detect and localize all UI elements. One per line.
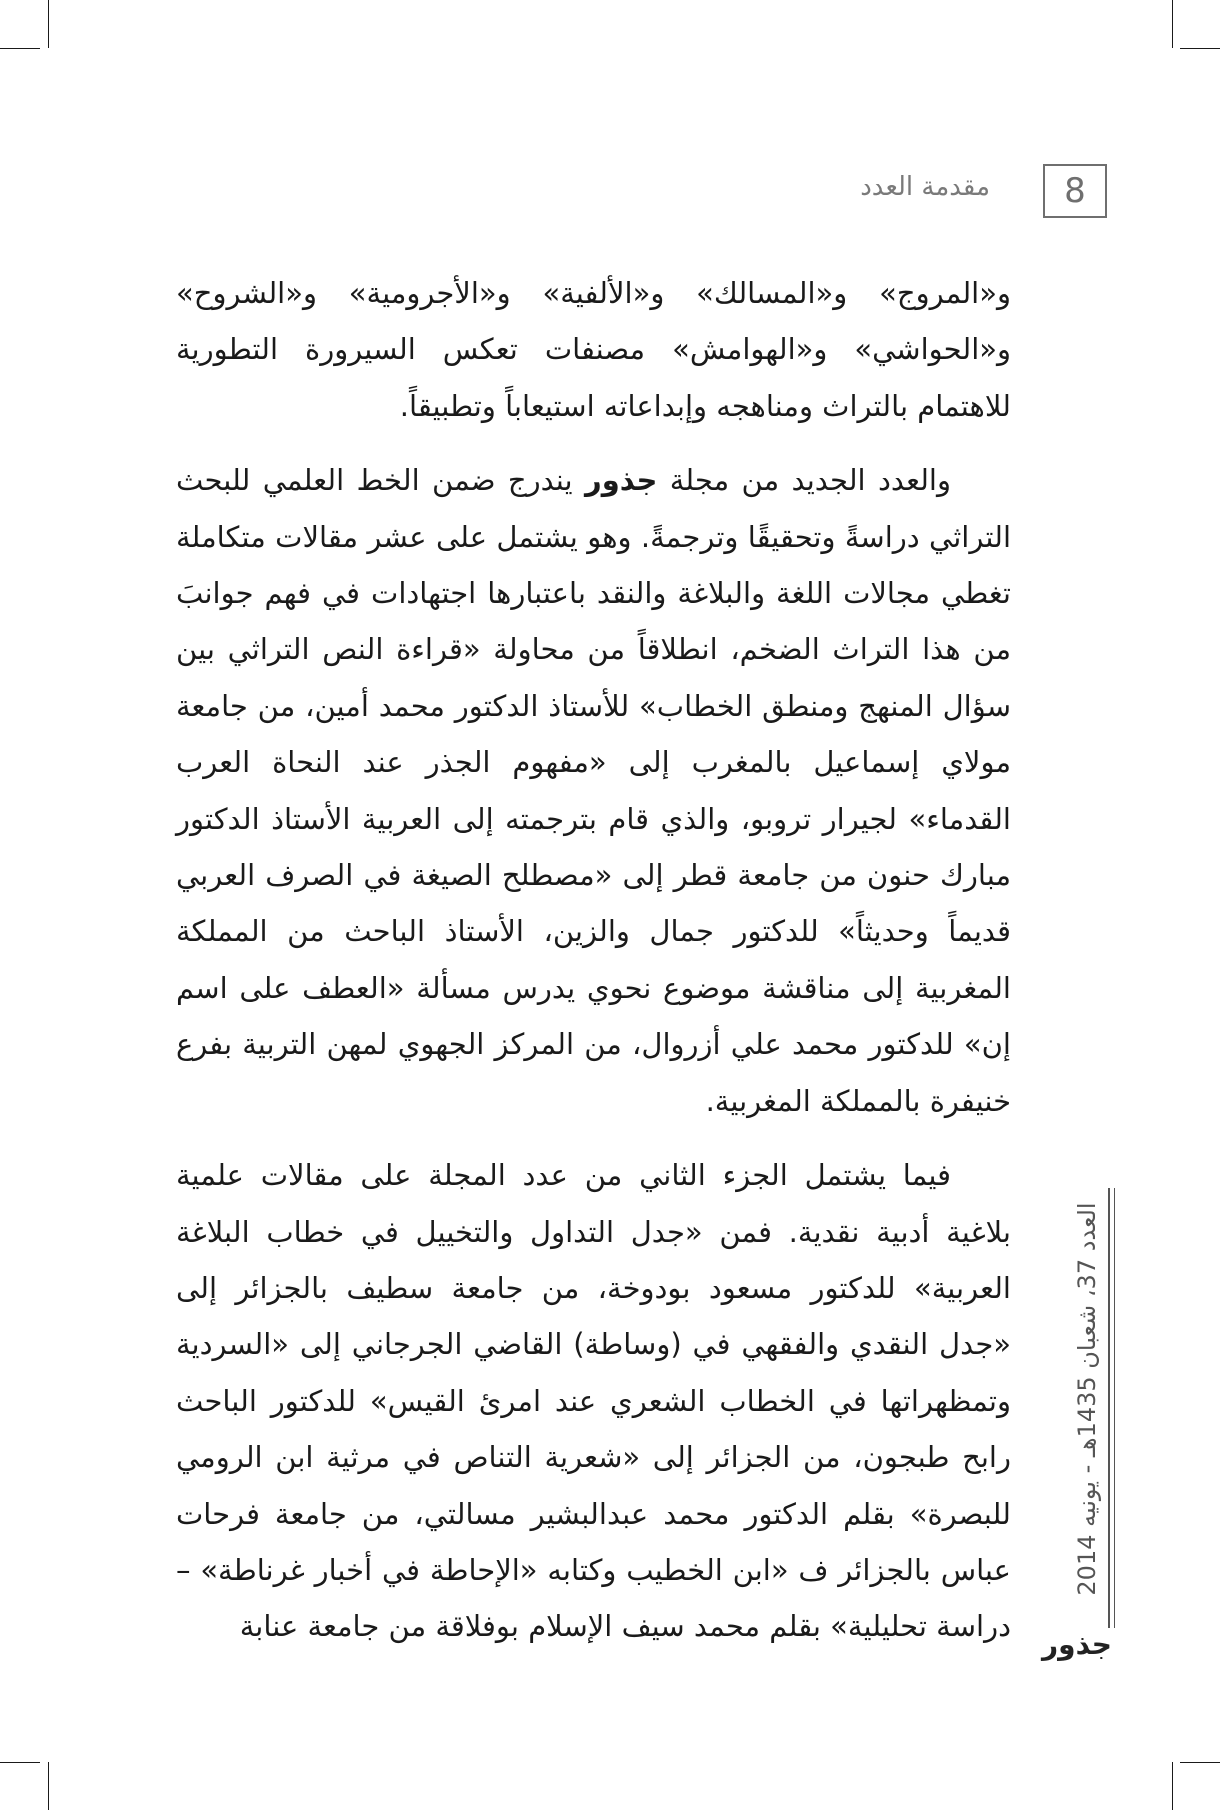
journal-logo: جذور bbox=[1042, 1628, 1112, 1661]
section-title: مقدمة العدد bbox=[860, 172, 990, 202]
paragraph-2 bbox=[176, 452, 1011, 1129]
crop-mark bbox=[1172, 1762, 1173, 1810]
crop-mark bbox=[1180, 1762, 1220, 1763]
article-body bbox=[176, 265, 1011, 1673]
side-divider bbox=[1108, 1188, 1110, 1628]
crop-mark bbox=[1172, 0, 1173, 48]
crop-mark bbox=[0, 1762, 40, 1763]
page-number: 8 bbox=[1043, 164, 1107, 218]
paragraph-3: فيما يشتمل الجزء الثاني من عدد المجلة على مقالات علمية بلاغية أدبية نقدية. فمن «جدل التداول والتخييل في خطاب البلاغة العربية» للدكتور مسعود بودوخة، من جامعة سطيف بالجزائر إلى «جدل النقدي والفقهي في (وساطة) القاضي الجرجاني إلى «السردية وتمظهراتها في الخطاب الشعري عند امرئ القيس» للدكتور الباحث رابح طبجون، من الجزائر إلى «شعرية التناص في مرثية ابن الرومي للبصرة» بقلم الدكتور محمد عبدالبشير مسالتي، من جامعة فرحات عباس بالجزائر ف «ابن الخطيب وكتابه «الإحاطة في أخبار غرناطة» – دراسة تحليلية» بقلم محمد سيف الإسلام بوفلاقة من جامعة عنابة bbox=[176, 1158, 1011, 1644]
issue-info bbox=[1067, 1188, 1107, 1610]
crop-mark bbox=[0, 48, 40, 49]
paragraph-2-rest: يندرج ضمن الخط العلمي للبحث التراثي دراسةً وتحقيقًا وترجمةً. وهو يشتمل على عشر مقالات متكاملة تغطي مجالات اللغة والبلاغة والنقد باعتبارها اجتهادات في فهم جوانبَ من هذا التراث الضخم، انطلاقاً من محاولة «قراءة النص التراثي بين سؤال المنهج ومنطق الخطاب» للأستاذ الدكتور محمد أمين، من جامعة مولاي إسماعيل بالمغرب إلى «مفهوم الجذر عند النحاة العرب القدماء» لجيرار تروبو، والذي قام بترجمته إلى العربية الأستاذ الدكتور مبارك حنون من جامعة قطر إلى «مصطلح الصيغة في الصرف العربي قديماً وحديثاً» للدكتور جمال والزين، الأستاذ الباحث من المملكة المغربية إلى مناقشة موضوع نحوي يدرس مسألة «العطف على اسم إن» للدكتور محمد علي أزروال، من المركز الجهوي لمهن التربية بفرع خنيفرة بالمملكة المغربية. bbox=[176, 463, 1011, 1118]
crop-mark bbox=[48, 0, 49, 48]
paragraph-2-lead: والعدد الجديد من مجلة bbox=[657, 463, 951, 498]
crop-mark bbox=[1180, 48, 1220, 49]
paragraph-1: و«المروج» و«المسالك» و«الألفية» و«الأجرومية» و«الشروح» و«الحواشي» و«الهوامش» مصنفات تعكس السيرورة التطورية للاهتمام بالتراث ومناهجه وإبداعاته استيعاباً وتطبيقاً. bbox=[176, 276, 1011, 423]
side-divider bbox=[1114, 1188, 1115, 1628]
journal-name: جذور bbox=[585, 463, 658, 498]
issue-info-text: العدد 37، شعبان 1435هـ - يونيه 2014 bbox=[1073, 1202, 1101, 1596]
crop-mark bbox=[48, 1762, 49, 1810]
